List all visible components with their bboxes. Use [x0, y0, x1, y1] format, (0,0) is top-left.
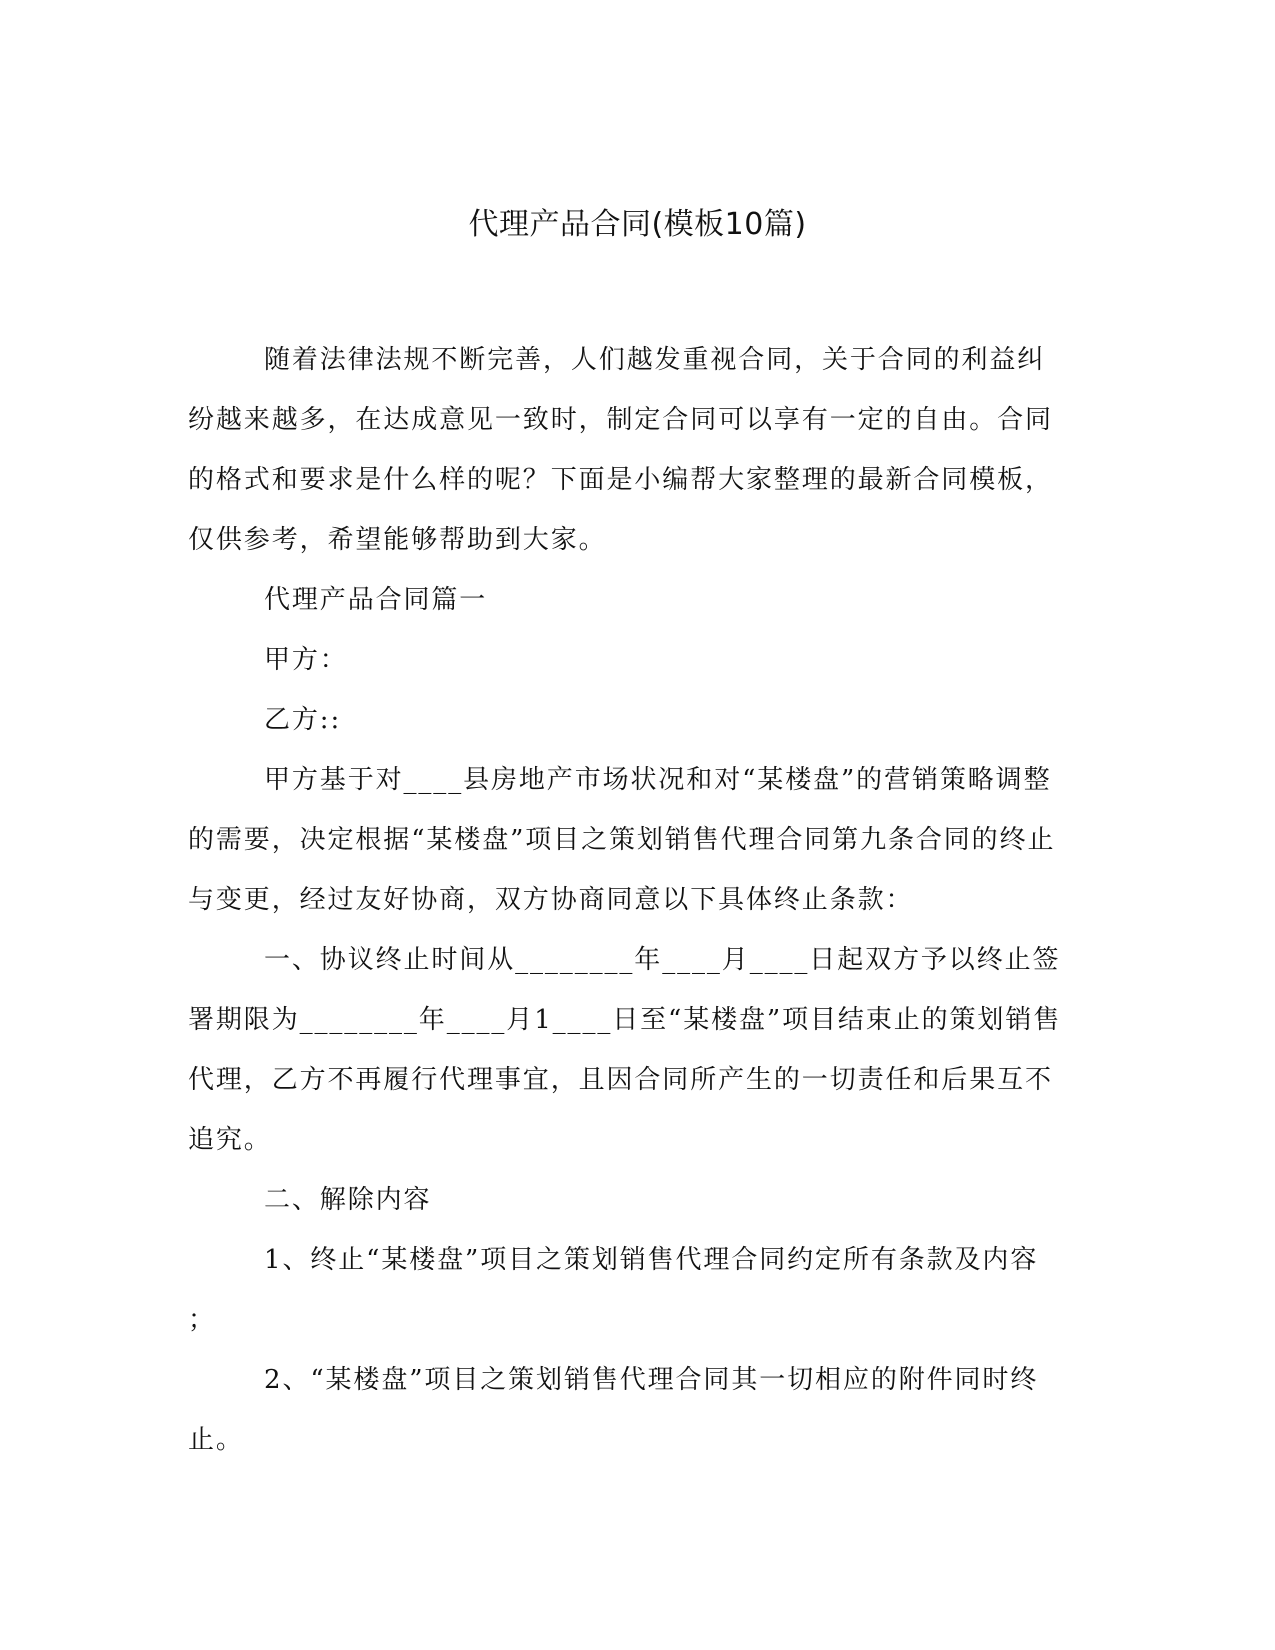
document-title: 代理产品合同(模板10篇): [468, 207, 807, 242]
item-two-paragraph: 2、“某楼盘”项目之策划销售代理合同其一切相应的附件同时终止。: [188, 1365, 1039, 1455]
intro-paragraph: 随着法律法规不断完善，人们越发重视合同，关于合同的利益纠纷越来越多，在达成意见一致时，制定合同可以享有一定的自由。合同的格式和要求是什么样的呢？下面是小编帮大家整理的最新合同模板，仅供参考，希望能够帮助到大家。: [188, 345, 1053, 555]
item-one-continuation: ；: [188, 1305, 216, 1335]
clause-one-paragraph: 一、协议终止时间从________年____月____日起双方予以终止签署期限为________年____月1____日至“某楼盘”项目结束止的策划销售代理，乙方不再履行代理事宜，且因合同所产生的一切责任和后果互不追究。: [188, 945, 1062, 1155]
party-b-line: 乙方::: [264, 705, 342, 735]
section-heading: 代理产品合同篇一: [264, 585, 488, 615]
preamble-paragraph: 甲方基于对____县房地产市场状况和对“某楼盘”的营销策略调整的需要，决定根据“某楼盘”项目之策划销售代理合同第九条合同的终止与变更，经过友好协商，双方协商同意以下具体终止条款：: [188, 765, 1056, 915]
party-a-line: 甲方：: [264, 645, 348, 675]
item-one-paragraph: 1、终止“某楼盘”项目之策划销售代理合同约定所有条款及内容: [264, 1245, 1039, 1275]
document-body: [188, 330, 1068, 1470]
clause-two-heading: 二、解除内容: [264, 1185, 432, 1215]
